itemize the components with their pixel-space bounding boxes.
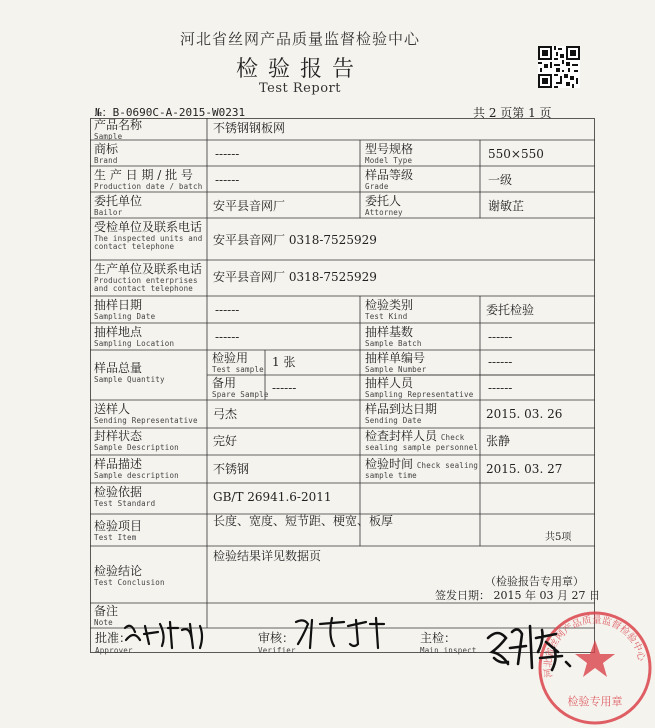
value-model: 550×550 xyxy=(488,147,544,161)
label-brand: 商标 Brand xyxy=(94,142,119,165)
value-seal-state: 完好 xyxy=(213,434,238,448)
seal-center-text: 检验专用章 xyxy=(567,695,623,708)
value-sampling-rep: ------ xyxy=(488,381,513,395)
label-test-sample: 检验用 Test sample xyxy=(212,351,264,374)
item-count: 共5项 xyxy=(545,532,572,543)
verifier-label: 审核： Verifier xyxy=(258,631,296,655)
value-bailor: 安平县音网厂 xyxy=(213,199,286,213)
label-sample-batch: 抽样基数 Sample Batch xyxy=(365,325,422,348)
seal-note: （检验报告专用章） xyxy=(485,575,584,588)
label-sending-date: 样品到达日期 Sending Date xyxy=(365,402,438,425)
value-seal-person: 张静 xyxy=(486,434,511,448)
label-test-kind: 检验类别 Test Kind xyxy=(365,298,414,321)
label-sampling-rep: 抽样人员 Sampling Representative xyxy=(365,376,474,399)
value-sending-date: 2015. 03. 26 xyxy=(486,407,563,421)
label-sending-rep: 送样人 Sending Representative xyxy=(94,402,198,425)
approver-label: 批准： Approver xyxy=(95,631,133,655)
report-title: 检验报告 xyxy=(235,57,364,82)
label-model: 型号规格 Model Type xyxy=(365,142,414,165)
label-item: 检验项目 Test Item xyxy=(94,519,143,542)
qr-code-icon xyxy=(538,46,580,88)
value-sample-batch: ------ xyxy=(488,330,513,344)
label-standard: 检验依据 Test Standard xyxy=(94,485,156,508)
value-sending-rep: 弓杰 xyxy=(213,407,238,421)
label-description: 样品描述 Sample description xyxy=(94,457,179,480)
org-name: 河北省丝网产品质量监督检验中心 xyxy=(179,30,420,48)
value-description: 不锈钢 xyxy=(213,462,250,476)
approver-signature xyxy=(120,618,215,654)
label-spare-sample: 备用 Spare Sample xyxy=(212,376,269,399)
seal-ring-text: 河北省丝网产品质量监督检验中心 xyxy=(542,614,647,679)
label-sampling-date: 抽样日期 Sampling Date xyxy=(94,298,156,321)
main-inspect-label: 主检： Main inspect xyxy=(420,631,477,655)
issue-date: 签发日期： 2015 年 03 月 27 日 xyxy=(435,589,600,602)
label-inspected: 受检单位及联系电话 The inspected units and contact telephone xyxy=(94,220,203,252)
label-grade: 样品等级 Grade xyxy=(365,168,414,191)
value-spare-sample: ------ xyxy=(272,381,297,395)
verifier-signature xyxy=(290,614,390,654)
report-table xyxy=(90,118,647,708)
value-sample-number: ------ xyxy=(488,355,513,369)
value-sampling-location: ------ xyxy=(215,330,240,344)
main-inspect-signature xyxy=(480,618,580,678)
label-bailor: 委托单位 Bailor xyxy=(94,194,143,217)
value-attorney: 谢敏芷 xyxy=(488,199,525,213)
seal-star-icon xyxy=(575,640,615,677)
value-producer: 安平县音网厂 0318-7525929 xyxy=(213,270,377,284)
value-inspected: 安平县音网厂 0318-7525929 xyxy=(213,233,377,247)
value-sample: 不锈钢钢板网 xyxy=(213,121,286,135)
label-quantity: 样品总量 Sample Quantity xyxy=(94,361,165,384)
label-seal-state: 封样状态 Sample Description xyxy=(94,429,179,452)
report-number: №：B-0690C-A-2015-W0231 xyxy=(95,106,246,119)
value-test-kind: 委托检验 xyxy=(486,303,535,317)
label-sampling-location: 抽样地点 Sampling Location xyxy=(94,325,175,348)
label-sample: 产品名称 Sample xyxy=(94,118,143,141)
label-seal-person: 检查封样人员 Check sealing sample personnel xyxy=(365,429,479,452)
value-conclusion: 检验结果详见数据页 xyxy=(213,549,322,563)
label-production: 生 产 日 期 / 批 号 Production date / batch xyxy=(94,168,203,191)
label-producer: 生产单位及联系电话 Production enterprises and contact telephone xyxy=(94,262,203,294)
value-sampling-date: ------ xyxy=(215,303,240,317)
value-item: 长度、宽度、短节距、梗宽、板厚 xyxy=(213,514,394,528)
value-standard: GB/T 26941.6-2011 xyxy=(213,490,332,504)
label-attorney: 委托人 Attorney xyxy=(365,194,403,217)
report-title-en: Test Report xyxy=(259,81,341,96)
label-conclusion: 检验结论 Test Conclusion xyxy=(94,564,165,587)
page-info: 共 2 页第 1 页 xyxy=(473,106,552,120)
label-sample-number: 抽样单编号 Sample Number xyxy=(365,351,427,374)
label-note: 备注 Note xyxy=(94,604,119,627)
value-test-sample: 1 张 xyxy=(272,355,296,369)
value-grade: 一级 xyxy=(488,173,513,187)
value-check-time: 2015. 03. 27 xyxy=(486,462,563,476)
value-production: ------ xyxy=(215,173,240,187)
label-check-time: 检验时间 Check sealing sample time xyxy=(365,457,479,480)
value-brand: ------ xyxy=(215,147,240,161)
